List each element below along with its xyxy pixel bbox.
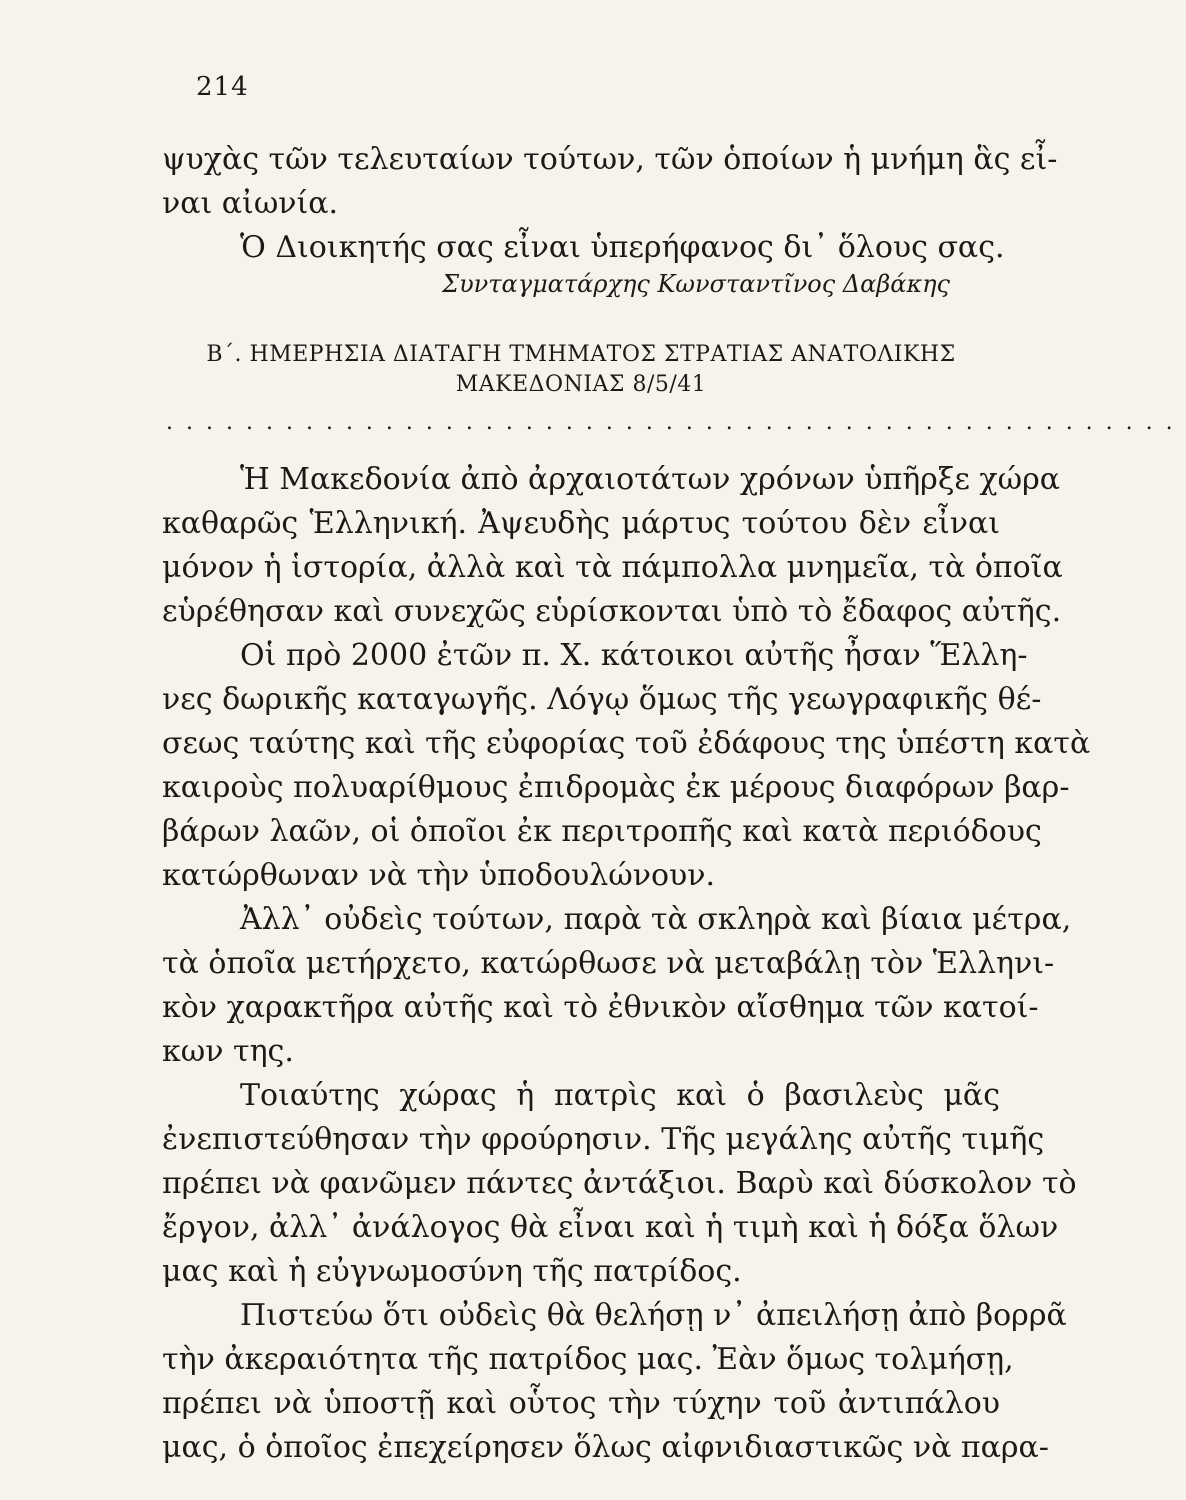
text-line: μόνον ἡ ἱστορία, ἀλλὰ καὶ τὰ πάμπολλα μνημεῖα, τὰ ὁποῖα xyxy=(162,550,1063,585)
text-line: Ἡ Μακεδονία ἀπὸ ἀρχαιοτάτων χρόνων ὑπῆρξε χώρα xyxy=(240,462,1060,497)
text-line: ἔργον, ἀλλ᾿ ἀνάλογος θὰ εἶναι καὶ ἡ τιμὴ καὶ ἡ δόξα ὅλων xyxy=(162,1210,1059,1245)
text-line: Ἀλλ᾿ οὐδεὶς τούτων, παρὰ τὰ σκληρὰ καὶ βίαια μέτρα, xyxy=(240,902,1072,937)
text-line: σεως ταύτης καὶ τῆς εὐφορίας τοῦ ἐδάφους της ὑπέστη κατὰ xyxy=(162,726,1091,761)
text-line: Τοιαύτης χώρας ἡ πατρὶς καὶ ὁ βασιλεὺς μᾶς xyxy=(240,1078,1000,1113)
text-line: πρέπει νὰ φανῶμεν πάντες ἀντάξιοι. Βαρὺ καὶ δύσκολον τὸ xyxy=(162,1166,1077,1201)
text-line: Οἱ πρὸ 2000 ἐτῶν π. Χ. κάτοικοι αὐτῆς ἦσαν Ἕλλη- xyxy=(240,638,1028,673)
text-line: καθαρῶς Ἑλληνική. Ἀψευδὴς μάρτυς τούτου δὲν εἶναι xyxy=(162,506,1000,541)
text-line: μας, ὁ ὁποῖος ἐπεχείρησεν ὅλως αἰφνιδιαστικῶς νὰ παρα- xyxy=(162,1430,1049,1465)
text-line: ψυχὰς τῶν τελευταίων τούτων, τῶν ὁποίων ἡ μνήμη ἃς εἶ- xyxy=(162,142,1058,177)
text-line: κὸν χαρακτῆρα αὐτῆς καὶ τὸ ἐθνικὸν αἴσθημα τῶν κατοί- xyxy=(162,990,1039,1025)
text-line: τὰ ὁποῖα μετήρχετο, κατώρθωσε νὰ μεταβάλῃ τὸν Ἑλληνι- xyxy=(162,946,1055,981)
text-line: βάρων λαῶν, οἱ ὁποῖοι ἐκ περιτροπῆς καὶ κατὰ περιόδους xyxy=(162,814,1042,849)
ellipsis-separator: ................................................... xyxy=(166,410,1186,435)
text-line: νες δωρικῆς καταγωγῆς. Λόγῳ ὅμως τῆς γεωγραφικῆς θέ- xyxy=(162,682,1042,717)
text-line: Πιστεύω ὅτι οὐδεὶς θὰ θελήσῃ ν᾿ ἀπειλήσῃ ἀπὸ βορρᾶ xyxy=(240,1298,1067,1333)
section-heading: ΜΑΚΕΔΟΝΙΑΣ 8/5/41 xyxy=(455,372,707,397)
text-line: καιροὺς πολυαρίθμους ἐπιδρομὰς ἐκ μέρους διαφόρων βαρ- xyxy=(162,770,1070,805)
text-line: τὴν ἀκεραιότητα τῆς πατρίδος μας. Ἐὰν ὅμως τολμήσῃ, xyxy=(162,1342,1014,1377)
text-line: κων της. xyxy=(162,1034,294,1069)
section-heading: Β΄. ΗΜΕΡΗΣΙΑ ΔΙΑΤΑΓΗ ΤΜΗΜΑΤΟΣ ΣΤΡΑΤΙΑΣ ΑΝΑΤΟΛΙΚΗΣ xyxy=(206,342,956,367)
text-line: πρέπει νὰ ὑποστῇ καὶ οὗτος τὴν τύχην τοῦ ἀντιπάλου xyxy=(162,1386,1000,1421)
text-line: ναι αἰωνία. xyxy=(162,186,339,221)
text-line: Ὁ Διοικητής σας εἶναι ὑπερήφανος δι᾿ ὅλους σας. xyxy=(240,230,1005,265)
signature: Συνταγματάρχης Κωνσταντῖνος Δαβάκης xyxy=(442,270,950,298)
text-line: κατώρθωναν νὰ τὴν ὑποδουλώνουν. xyxy=(162,858,716,893)
page-number: 214 xyxy=(196,72,249,102)
text-line: μας καὶ ἡ εὐγνωμοσύνη τῆς πατρίδος. xyxy=(162,1254,742,1289)
text-line: εὑρέθησαν καὶ συνεχῶς εὑρίσκονται ὑπὸ τὸ ἔδαφος αὐτῆς. xyxy=(162,594,1062,629)
text-line: ἐνεπιστεύθησαν τὴν φρούρησιν. Τῆς μεγάλης αὐτῆς τιμῆς xyxy=(162,1122,1045,1157)
